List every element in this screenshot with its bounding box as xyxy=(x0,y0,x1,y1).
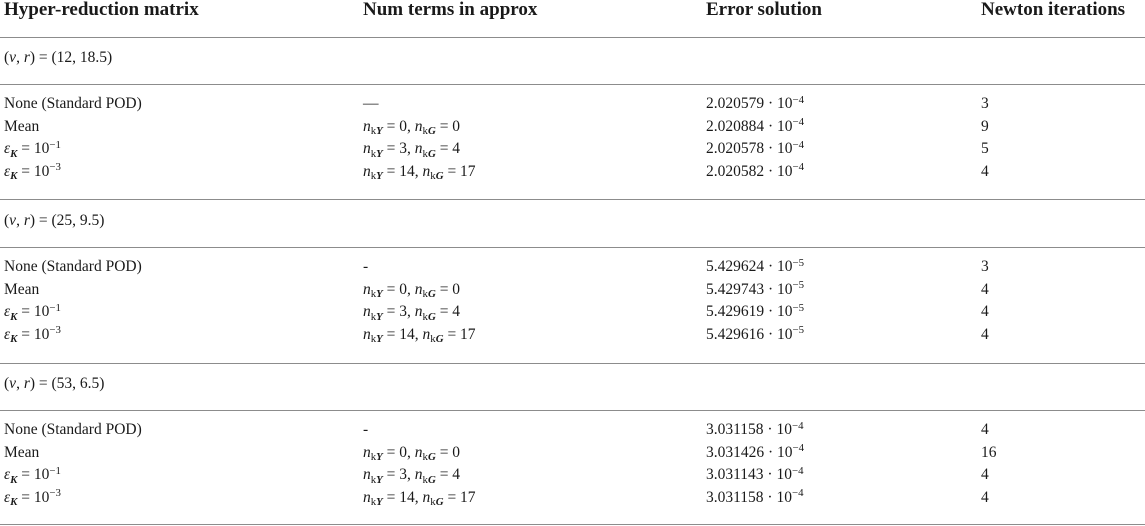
terms-cell: — xyxy=(363,95,379,112)
group-bottom-rule xyxy=(0,363,1145,364)
error-cell: $2.020582 \cdot 10^{-4}$ xyxy=(706,161,805,180)
error-cell: $5.429619 \cdot 10^{-5}$ xyxy=(706,301,805,320)
method-cell: $\varepsilon_K = 10^{-1}$ xyxy=(4,464,61,486)
method-cell: Mean xyxy=(4,443,40,461)
newton-cell: 4 xyxy=(981,325,989,343)
newton-cell: 4 xyxy=(981,162,989,180)
error-cell: $2.020579 \cdot 10^{-4}$ xyxy=(706,93,805,112)
error-cell: $2.020578 \cdot 10^{-4}$ xyxy=(706,138,805,157)
error-cell: $3.031158 \cdot 10^{-4}$ xyxy=(706,419,804,438)
column-header: Hyper-reduction matrix xyxy=(4,0,199,20)
group-label: (v, r) = (25, 9.5) xyxy=(4,212,105,229)
terms-cell: $n_{kY} = 0$, $n_{kG} = 0$ xyxy=(363,117,461,138)
method-cell: $\varepsilon_K = 10^{-1}$ xyxy=(4,138,61,160)
newton-cell: 9 xyxy=(981,117,989,135)
error-cell: $5.429616 \cdot 10^{-5}$ xyxy=(706,324,805,343)
group-bottom-rule xyxy=(0,524,1145,525)
error-cell: $3.031426 \cdot 10^{-4}$ xyxy=(706,442,805,461)
newton-cell: 4 xyxy=(981,488,989,506)
terms-cell: $n_{kY} = 0$, $n_{kG} = 0$ xyxy=(363,443,461,464)
method-cell: $\varepsilon_K = 10^{-3}$ xyxy=(4,324,61,346)
error-cell: $5.429743 \cdot 10^{-5}$ xyxy=(706,279,805,298)
method-cell: None (Standard POD) xyxy=(4,421,142,438)
terms-cell: $n_{kY} = 14$, $n_{kG} = 17$ xyxy=(363,325,476,346)
error-cell: $3.031158 \cdot 10^{-4}$ xyxy=(706,487,804,506)
newton-cell: 3 xyxy=(981,258,989,275)
newton-cell: 4 xyxy=(981,421,989,438)
group-label: (v, r) = (53, 6.5) xyxy=(4,375,105,392)
terms-cell: $n_{kY} = 3$, $n_{kG} = 4$ xyxy=(363,466,461,486)
newton-cell: 4 xyxy=(981,303,989,320)
terms-cell: $n_{kY} = 3$, $n_{kG} = 4$ xyxy=(363,303,461,323)
method-cell: None (Standard POD) xyxy=(4,258,142,275)
group-rule xyxy=(0,84,1145,85)
newton-cell: 4 xyxy=(981,466,989,483)
terms-cell: $n_{kY} = 0$, $n_{kG} = 0$ xyxy=(363,280,461,301)
newton-cell: 5 xyxy=(981,140,989,157)
terms-cell: - xyxy=(363,421,369,438)
terms-cell: - xyxy=(363,258,369,275)
method-cell: $\varepsilon_K = 10^{-3}$ xyxy=(4,487,61,509)
error-cell: $2.020884 \cdot 10^{-4}$ xyxy=(706,116,805,135)
error-cell: $5.429624 \cdot 10^{-5}$ xyxy=(706,256,805,275)
terms-cell: $n_{kY} = 14$, $n_{kG} = 17$ xyxy=(363,162,476,183)
newton-cell: 4 xyxy=(981,280,989,298)
method-cell: None (Standard POD) xyxy=(4,95,142,112)
error-cell: $3.031143 \cdot 10^{-4}$ xyxy=(706,464,804,483)
group-bottom-rule xyxy=(0,199,1145,200)
method-cell: Mean xyxy=(4,117,40,135)
method-cell: $\varepsilon_K = 10^{-1}$ xyxy=(4,301,61,323)
column-header: Num terms in approx xyxy=(363,0,538,20)
group-rule xyxy=(0,247,1145,248)
method-cell: $\varepsilon_K = 10^{-3}$ xyxy=(4,161,61,183)
terms-cell: $n_{kY} = 3$, $n_{kG} = 4$ xyxy=(363,140,461,160)
column-header: Error solution xyxy=(706,0,822,20)
method-cell: Mean xyxy=(4,280,40,298)
group-rule xyxy=(0,410,1145,411)
terms-cell: $n_{kY} = 14$, $n_{kG} = 17$ xyxy=(363,488,476,509)
newton-cell: 3 xyxy=(981,95,989,112)
newton-cell: 16 xyxy=(981,443,997,461)
header-rule xyxy=(0,37,1145,38)
column-header: Newton iterations xyxy=(981,0,1126,20)
group-label: (v, r) = (12, 18.5) xyxy=(4,49,113,66)
